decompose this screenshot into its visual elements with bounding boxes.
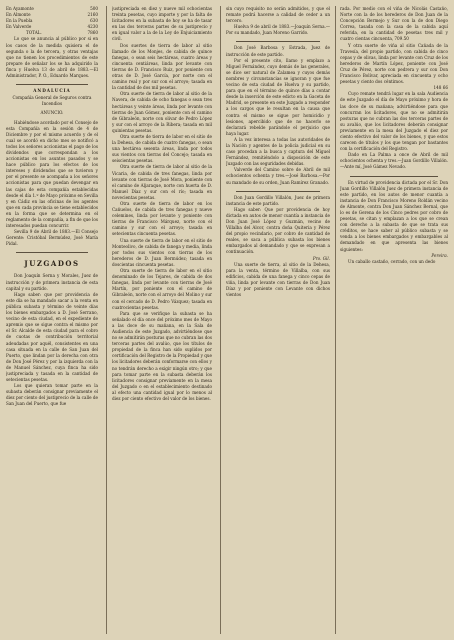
totals-label: En Ayamonte <box>6 6 34 11</box>
paragraph: En virtud de providencia dictada por el Sr. Don Juan Gordillo Villalón Juez de primera instancia de este partido, en los autos de menor cuantía a instancia de Don Francisco Moreno Roldán vecino de Almonte, contra Don Juan Sánchez Bernal, que lo es de Gerena de los Cinco pedres por cobro de pesetas, se citan y emplazan a los que se crean con derecho a la subasta de que se trata sus créditos, se hace saber al público subasta y se venda a los bienes embargados y embargables al demandado en que apresenta las bienes siguientes: <box>340 179 448 252</box>
divider <box>16 84 88 85</box>
section-heading: ANDALUCIA <box>33 88 71 94</box>
amount-value: 148 66 <box>433 85 448 91</box>
paragraph: justipreciada en diez y nueve mil ochocientas treinta pesetas, cuyo importe y por la falta de licitadores en la subasta de hoy se ha de tasar en las dos terceras partes de su justiprecio y en igual valor a la de la Ley de Enjuiciamiento civil. <box>112 6 212 42</box>
paragraph: Lo que se anuncia al público por si en los casos de la medida quisiera el de segunda o la de tercera, y otras ventajas que no tienen los procedimientos de este prepare de señalar los se ha adquirido la finca y Huelva 13 de abril de 1883.—El Administrador, P. O., Eduardo Marques. <box>6 36 98 79</box>
totals-label: En Almonte <box>6 12 31 18</box>
section-subheading: ANUNCIO. <box>40 110 64 116</box>
paragraph: Don Juan Gordillo Villalón, Juez de primera instancia de este partido. <box>226 194 330 206</box>
paragraph: Otra suerte de tierra de labor al sitio de la Vicaria, de cabida de tres fanegas, linda por levante con tierras de José Mora, poniente con el camino de Aljaraque, norte con huerta de D. Manuel Díaz y sur con el río; tasada en novecientas pesetas. <box>112 164 212 200</box>
signature-initials: Pro. Gil. <box>312 255 330 261</box>
column-2 <box>112 6 212 402</box>
paragraph: Hago saber: que por providencia de este día se ha mandado sacar a la venta en pública subasta y término de veinte días los bienes embargados a D. José Serrano, vecino de esta ciudad, en el expediente de apremio que se sigue contra el mismo por el Sr. Alcalde de esta ciudad para el cobro de cuotas de contribución territorial adeudadas por aquél, consistentes en una casa situada en la calle de San Juan del Puerto, que lindan por la derecha con otra de Don José Pérez y por la izquierda con la de Manuel Sánchez, cuya finca ha sido justipreciada y tasada en la cantidad de setecientas pesetas. <box>6 291 98 383</box>
section-subheading: Compañía General de Seguros contra Incendios <box>12 95 92 107</box>
divider <box>350 176 438 177</box>
paragraph: Dos suertes de tierra de labor al sitio llamado de los Monjes, de cabida de quince fanegas, o sean seis hectáreas, cuatro áreas y cincuenta centiáreas, linda por levante con tierras de D. Francisco Ruiz, por poniente con otras de D. José García, por norte con el camino real y por sur con el arroyo; tasada en la cantidad de dos mil pesetas. <box>112 42 212 91</box>
paragraph: Un caballo castaño, cerrado, con un dedo <box>348 258 436 264</box>
divider <box>236 191 320 192</box>
column-3 <box>226 6 330 298</box>
paragraph: Hago saber: Que por providencia de hoy dictada en autos de menor cuantía a instancia de Don Juan José López y Guzmán, vecino de Villalba del Alcor, contra doña Quiteria y Pérez del propio vecindario, por cobro de cantidad de reales, se saca a pública subasta los bienes embargados al demandado y que se expresan a continuación. <box>226 206 330 255</box>
totals-label: En Valverde <box>6 24 32 30</box>
paragraph: Los que quieran tomar parte en la subasta deberán consignar previamente el diez por ciento del justiprecio de la calle de San Juan del Puerto, que fue <box>6 383 98 407</box>
paragraph: Don Joaquín Serna y Morales, Juez de instrucción y de primera instancia de esta capital y su partido. <box>6 273 98 291</box>
totals-label: En la Puebla <box>6 18 33 24</box>
paragraph: rada. Por medio con el viña de Nicolás Castaño, Norte con la de los herederos de Don Juan de la Concepción Bermejo y Sur con la de don Diego Correa, tasada con la casa de la cabida aquí referida, en la cantidad de pesetas tres mil y cuatro cientas cincuenta, 709.50 <box>340 6 448 42</box>
paragraph: Valverde del Camino sobre de Abril de mil ochocientos ochenta y tres.—José Barbosa.—Por su mandado de su orden, Juan Ramírez Granado. <box>226 167 330 185</box>
column-rule <box>106 6 107 634</box>
totals-value: 630 <box>90 18 98 24</box>
paragraph: Una suerte de tierra, al sitio de la Dehesa, para la venta, término de Villalba, con sus edificios, cabida de una fanega y cinco cepas de viña, linda por levante con tierras de Don Juan Díaz y por poniente con Levante con dichos vientos <box>226 261 330 298</box>
paragraph: Otra suerte de tierra de labor en los Cañuelos, de cabida de tres fanegas y nueve celemines, linda por levante y poniente con tierras de Francisco Márquez, norte con el camino y sur con el arroyo; tasada en setecientas cincuenta pesetas. <box>112 201 212 237</box>
paragraph: Una suerte de tierra de labor en el sitio de Monteolivo, de cabida de fanega y media, linda por todos sus vientos con tierras de los herederos de D. Juan Bermúdez; tasada en doscientas cincuenta pesetas. <box>112 237 212 267</box>
column-4 <box>340 6 448 265</box>
totals-value: 2160 <box>87 12 98 18</box>
signature-initials: Pereira. <box>431 252 448 258</box>
section-title-juzgados: JUZGADOS <box>24 259 80 269</box>
signature-line: Sevilla 9 de Abril de 1883.—El Consejo Gerente: Cristóbal Bermúdez, José María Pidal. <box>6 229 98 247</box>
column-rule <box>220 6 221 634</box>
paragraph: Don José Barbosa y Estrada, Juez de instrucción de este partido. <box>226 45 330 57</box>
paragraph: Dado en La Palma a once de Abril de mil ochocientos ochenta y tres.—Juan Gordillo Villalón.—Ante mí, José Gámez Nevado. <box>340 152 448 170</box>
total-value: 7860 <box>87 30 98 36</box>
paragraph: Para que se verifique la subasta se ha señalado el día once del próximo mes de Mayo a las doce de su mañana, en la Sala de Audiencia de este Juzgado, advirtiéndose que no se admitirán posturas que no cubran las dos terceras partes del avalúo, que los títulos de propiedad de la finca han sido suplidos por certificación del Registro de la Propiedad y que los licitadores deberán conformarse con ellos y no tendrán derecho a exigir ningún otro; y que para tomar parte en la subasta deberán los licitadores consignar previamente en la mesa del Juzgado o en el establecimiento destinado al efecto una cantidad igual por lo menos al diez por ciento efectivo del valor de los bienes. <box>112 310 212 401</box>
paragraph: Por el presente cito, llamo y emplazo a Miguel Fernández, cuyo demás de las generales, se dice ser natural de Zalamea y cuyos demás nombres y circunstancias se ignoran y que fue vecino de esta ciudad de Huelva y su partido, para que en el término de quince días a contar desde la inserción de este edicto en la Gaceta de Madrid, se presente en este Juzgado a responder a los cargos que le resultan en la causa que contra el mismo se sigue por homicidio y lesiones, apercibido que de no hacerlo se declarará rebelde parándole el perjuicio que haya lugar. <box>226 57 330 136</box>
paragraph: A la vez interesa a todas las autoridades de la Nación y agentes de la policía judicial en su caso procedan a la busca y captura del Miguel Fernández, remitiéndolo a disposición de este Juzgado con las seguridades debidas. <box>226 136 330 167</box>
divider <box>16 252 88 253</box>
paragraph: Habiéndose acordado por el Consejo de esta Compañía en la sesión de 4 de Diciembre y por el mismo acuerdo y de el cual se acordó en dicho mes se notificó a todos los señores accionistas el pago de los dividendos que correspondan a los accionistas en los asuntos pasados y se hace público para los efectos de los intereses y dividendos que se tuvieron y por el presente se acompaña a los señores accionistas para que puedan devengar en las cajas de esta compañía establecidas desde el día 1.º de Mayo próximo en Sevilla y en Cádiz en las oficinas de los agentes que en cada provincia se tiene establecidos en la forma que se determina en el reglamento de la compañía, a fin de que los interesados puedan concurrir. <box>6 119 98 229</box>
paragraph: Y otra suerte de viña al sitio Cañada de la Travesía, del propio partido, con cabida de cinco cepas y de olivas, linda por levante con Cruz de los herederos de Martín López, poniente con José Cruz de Pérez, norte con pedrera y sur con Don Francisco Bolívar, apreciada en cincuenta y ocho pesetas y ciento dos céntimos. <box>340 42 448 85</box>
total-label: TOTAL. <box>26 30 42 36</box>
paragraph: sin cuyo requisito no serán admitidos, y que el remate podrá hacerse a calidad de ceder a un tercero. <box>226 6 330 24</box>
paragraph: Otra suerte de tierra de labor al sitio de la Navera, de cabida de ocho fanegas o sean tres hectáreas y veinte áreas, linda por levante con tierras de Juan Gómez, poniente con el camino de Gibraleón, norte con olivar de Pedro López y sur con el arroyo de la Ribera; tasada en mil quinientas pesetas. <box>112 91 212 133</box>
column-1 <box>6 6 98 408</box>
totals-value: 4230 <box>87 24 98 30</box>
divider <box>236 41 320 42</box>
paragraph: Otra suerte de tierra de labor en el sitio de la Dehesa, de cabida de cuatro fanegas, o sean una hectárea sesenta áreas, linda por todos sus vientos con tierras del Concejo; tasada en seiscientas pesetas. <box>112 133 212 164</box>
paragraph: Cuyo remate tendrá lugar en la sala Audiencia de este Juzgado el día de Mayo próximo y hora de las doce de su mañana; advirtiéndose para que concurran los licitadores, que no se admitirán posturas que no cubran las dos terceras partes de su avalúo, que los licitadores deberán consignar previamente en la mesa del Juzgado el diez por ciento efectivo del valor de los bienes, y que estos carecen de títulos y los que tengan por bastantes con la certificación del Registro. <box>340 91 448 152</box>
column-rule <box>335 6 336 634</box>
totals-value: 500 <box>90 6 98 11</box>
paragraph: Otra suerte de tierra de labor en el sitio denominado de los Tejares, de cabida de dos fanegas, linda por levante con tierras de José Martín, por poniente con el camino de Gibraleón, norte con el arroyo del Molino y sur con el cercado de D. Pedro Vázquez; tasada en cuatrocientas pesetas. <box>112 268 212 310</box>
signature-line: Huelva 9 de abril de 1883.—Joaquín Serna.—Por su mandado, Juan Moreno Garrido. <box>226 24 330 36</box>
